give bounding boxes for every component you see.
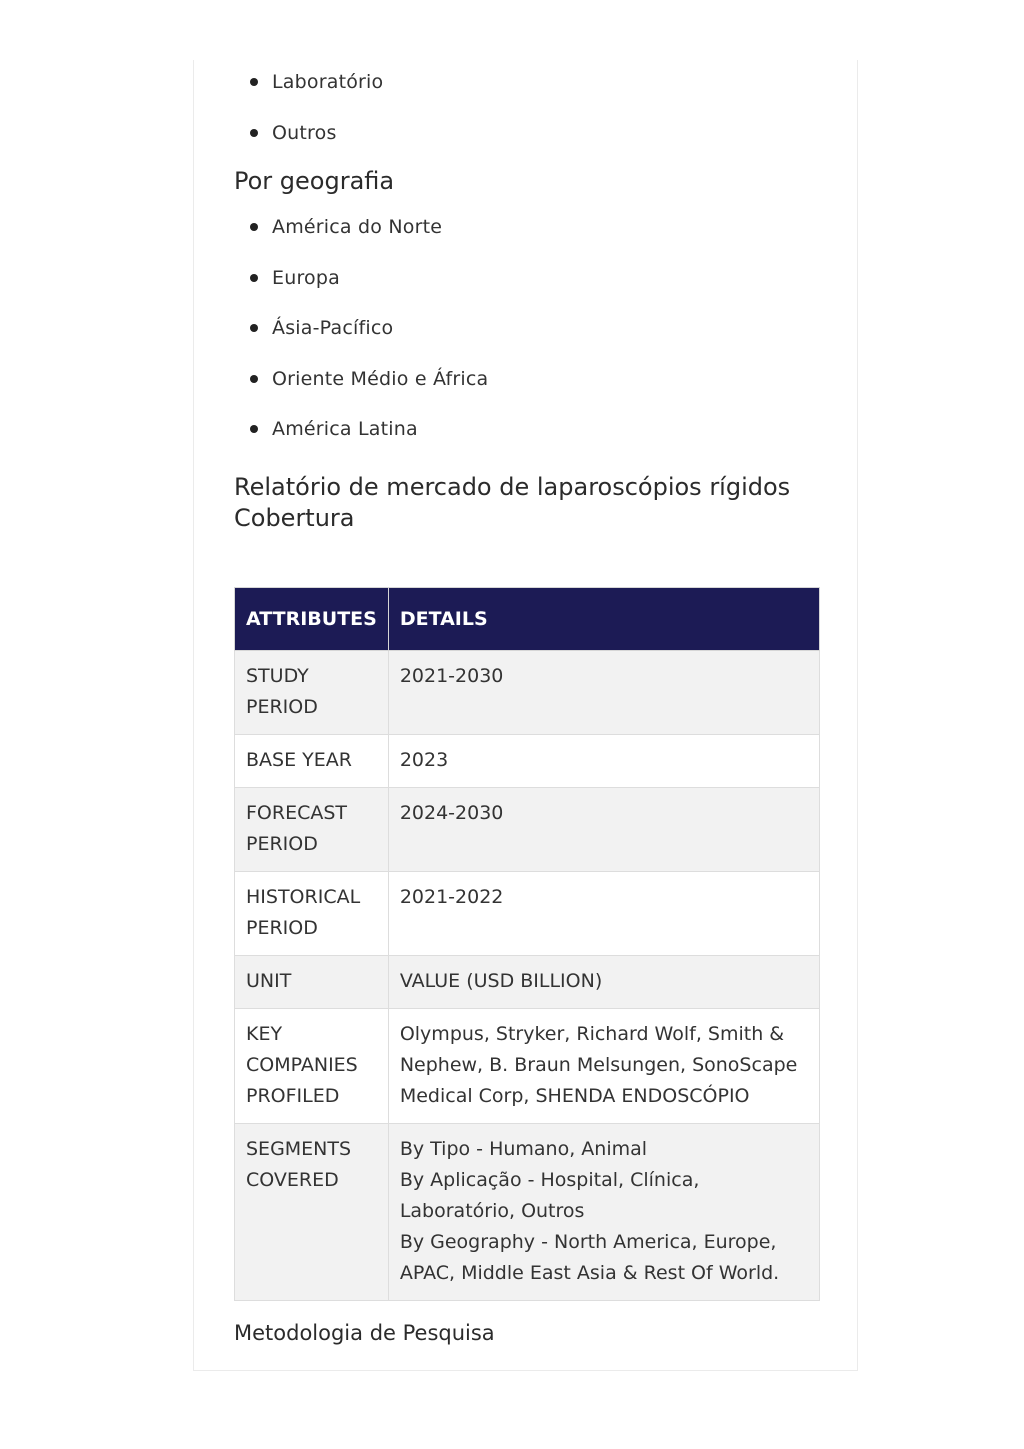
attribute-cell: FORECAST PERIOD	[235, 788, 389, 872]
table-row	[235, 788, 820, 872]
list-item: Oriente Médio e África	[234, 357, 820, 408]
column-header-attributes: ATTRIBUTES	[235, 588, 389, 651]
details-cell: 2021-2022	[388, 872, 819, 956]
table-header-row	[235, 588, 820, 651]
section-heading-geography: Por geografia	[234, 167, 395, 195]
details-cell: 2021-2030	[388, 651, 819, 735]
list-item: América Latina	[234, 407, 820, 458]
attribute-cell: SEGMENTS COVERED	[235, 1124, 389, 1301]
list-item: América do Norte	[234, 205, 820, 256]
segment-line: By Geography - North America, Europe, APAC, Middle East Asia & Rest Of World.	[399, 1231, 780, 1284]
list-item: Ásia-Pacífico	[234, 306, 820, 357]
details-cell: 2023	[388, 735, 819, 788]
attribute-cell: BASE YEAR	[235, 735, 389, 788]
section-heading-report-coverage: Relatório de mercado de laparoscópios rígidos Cobertura	[234, 472, 791, 532]
attribute-cell: KEY COMPANIES PROFILED	[235, 1009, 389, 1124]
table-row	[235, 956, 820, 1009]
details-cell	[388, 1124, 819, 1301]
section-heading-methodology: Metodologia de Pesquisa	[234, 1321, 495, 1345]
table-row	[235, 735, 820, 788]
attribute-cell: HISTORICAL PERIOD	[235, 872, 389, 956]
segment-line: By Tipo - Humano, Animal	[399, 1138, 648, 1160]
attribute-cell: UNIT	[235, 956, 389, 1009]
details-cell: 2024-2030	[388, 788, 819, 872]
table-row	[235, 1009, 820, 1124]
details-cell: VALUE (USD BILLION)	[388, 956, 819, 1009]
geography-list	[234, 205, 820, 458]
content-card	[193, 60, 858, 1371]
details-cell: Olympus, Stryker, Richard Wolf, Smith & Nephew, B. Braun Melsungen, SonoScape Medical Corp, SHENDA ENDOSCÓPIO	[388, 1009, 819, 1124]
column-header-details: DETAILS	[388, 588, 819, 651]
table-row	[235, 651, 820, 735]
table-row	[235, 872, 820, 956]
list-item: Europa	[234, 256, 820, 307]
report-coverage-table	[234, 587, 820, 1301]
table-row	[235, 1124, 820, 1301]
segment-line: By Aplicação - Hospital, Clínica, Laboratório, Outros	[399, 1169, 700, 1222]
list-item: Outros	[234, 111, 820, 162]
list-item: Laboratório	[234, 60, 820, 111]
article-content	[234, 60, 820, 1345]
attribute-cell: STUDY PERIOD	[235, 651, 389, 735]
application-list	[234, 60, 820, 161]
